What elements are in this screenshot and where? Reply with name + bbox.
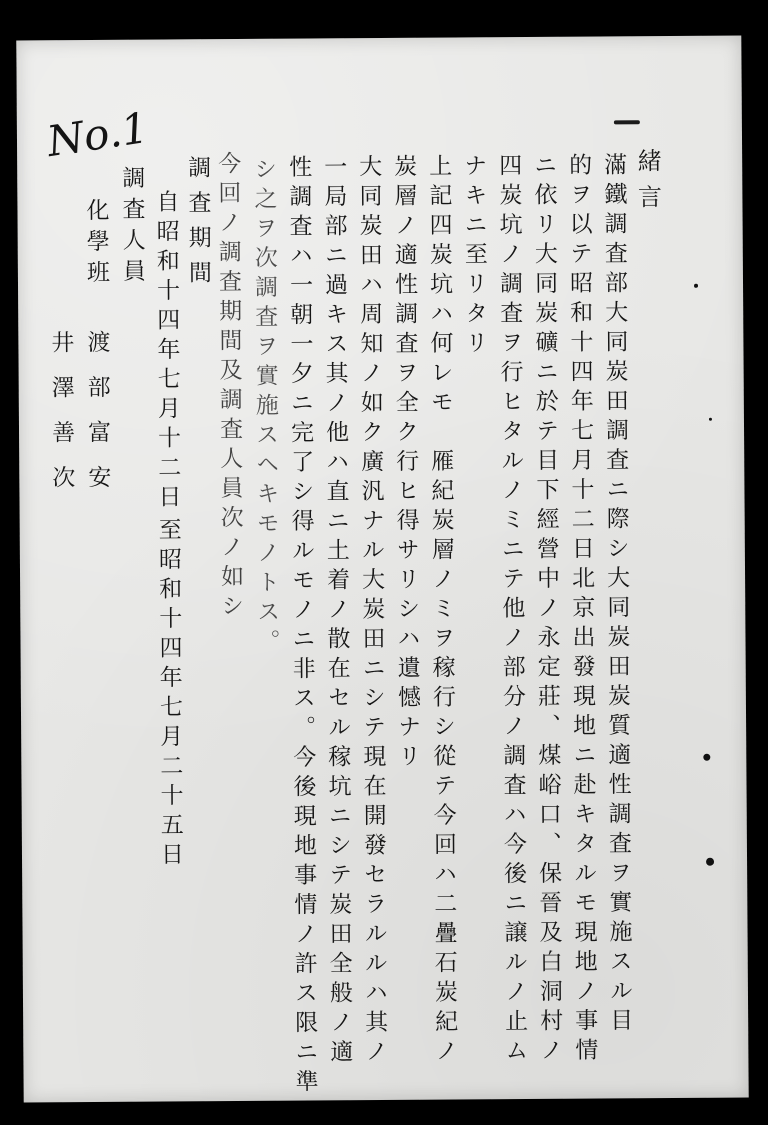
body-line-4: 四炭坑ノ調査ヲ行ヒタルノミニテ他ノ部分ノ調査ハ今後ニ譲ルノ止ム xyxy=(495,153,528,1068)
page-top-mark xyxy=(614,120,640,124)
document-page xyxy=(16,35,748,1102)
ink-speck xyxy=(706,858,714,866)
body-line-6: 上記四炭坑ハ何レモ 雁紀炭層ノミヲ稼行シ從テ今回ハ二疊石炭紀ノ xyxy=(425,153,458,1069)
period-to: 至昭和十四年七月二十五日 xyxy=(154,517,184,872)
body-line-2: 的ヲ以テ昭和十四年七月十二日北京出發現地ニ赴キタルモ現地ノ事情 xyxy=(565,152,598,1068)
staff-member-2: 井澤善次 xyxy=(47,330,75,511)
continuation-line-1: シ之ヲ次調査ヲ實施スヘキモノトス。 xyxy=(250,156,280,659)
body-line-8: 大同炭田ハ周知ノ如ク廣汎ナル大炭田ニシテ現在開發セラルルハ其ノ xyxy=(355,153,388,1069)
period-from: 自昭和十四年七月十二日 xyxy=(152,189,181,515)
body-line-5: ナキニ至リタリ xyxy=(460,153,488,360)
section-heading: 緒言 xyxy=(633,148,662,221)
body-line-7: 炭層ノ適性調査ヲ全ク行ヒ得サリシハ遺憾ナリ xyxy=(390,153,421,774)
page-number: No.1 xyxy=(43,102,152,167)
ink-speck xyxy=(709,418,712,421)
ink-speck xyxy=(703,754,710,761)
ink-speck xyxy=(694,284,698,288)
body-line-9: 一局部ニ過キス其ノ他ハ直ニ土着ノ散在セル稼坑ニシテ炭田全般ノ適 xyxy=(320,154,353,1069)
body-line-10: 性調査ハ一朝一夕ニ完了シ得ルモノニ非ス。今後現地事情ノ許ス限ニ準 xyxy=(285,154,318,1099)
body-line-1: 滿鐵調査部大同炭田調査ニ際シ大同炭田炭質適性調査ヲ實施スル目 xyxy=(600,152,633,1038)
staff-member-1: 渡部富安 xyxy=(83,329,111,511)
body-line-3: ニ依リ大同炭礦ニ於テ目下經營中ノ永定莊、煤峪口、保晉及白洞村ノ xyxy=(530,152,563,1068)
staff-label: 調査人員 xyxy=(118,165,146,290)
staff-group: 化學班 xyxy=(82,197,110,292)
continuation-line-2: 今回ノ調査期間及調査人員次ノ如シ xyxy=(214,150,244,624)
period-label: 調査期間 xyxy=(184,155,212,296)
